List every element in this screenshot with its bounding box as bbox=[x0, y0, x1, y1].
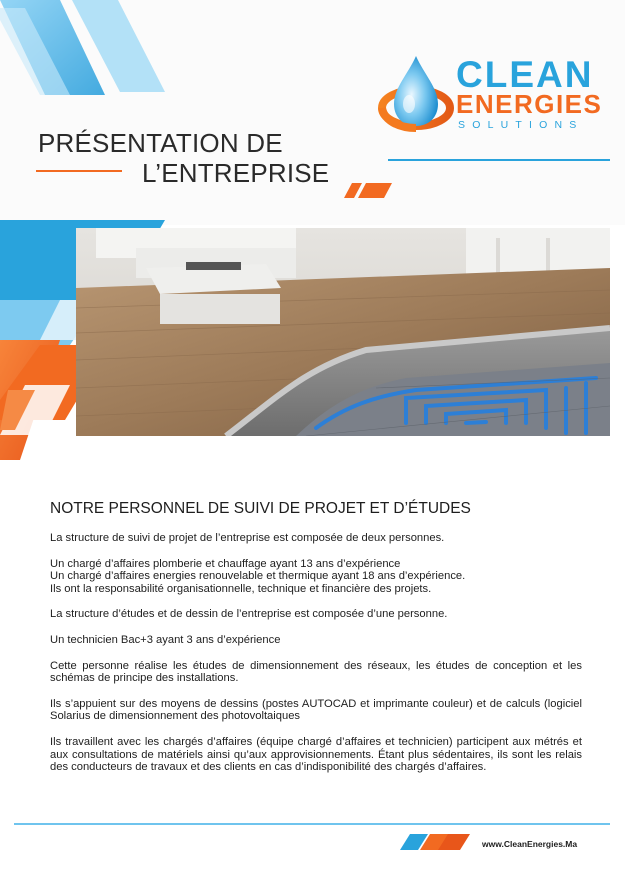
main-content bbox=[50, 500, 582, 787]
paragraph-structure-etudes: La structure d’études et de dessin de l’entreprise est composée d’une personne. bbox=[50, 608, 448, 621]
floor-heating-photo bbox=[76, 228, 610, 436]
page-title bbox=[38, 128, 338, 188]
company-logo bbox=[378, 52, 603, 138]
paragraph-structure-suivi: La structure de suivi de projet de l’entreprise est composée de deux personnes. bbox=[50, 532, 445, 544]
logo-text-energies: ENERGIES bbox=[456, 89, 603, 119]
paragraph-line: Un chargé d’affaires plomberie et chauffage ayant 13 ans d’expérience bbox=[50, 557, 401, 570]
paragraph-travail: Ils travaillent avec les chargés d’affaires (équipe chargé d’affaires et technicien) participent aux métrés et aux consultations de matériels ainsi qu’aux approvisionnements. Étant plus sédentaires, ils sont les relais des conducteurs de travaux et des clients en cas d’indisponibilité des chargés d’affaires. bbox=[50, 735, 582, 774]
paragraph-line: Un chargé d’affaires energies renouvelable et thermique ayant 18 ans d’expérience. bbox=[50, 570, 466, 583]
paragraph-technicien: Un technicien Bac+3 ayant 3 ans d’expérience bbox=[50, 633, 281, 646]
logo-text-solutions: SOLUTIONS bbox=[458, 119, 584, 131]
paragraph-charges-affaires bbox=[50, 558, 582, 596]
paragraph-dimensionnement: Cette personne réalise les études de dimensionnement des réseaux, les études de conception et les schémas de principe des installations. bbox=[50, 659, 582, 685]
logo-text-clean: CLEAN bbox=[456, 54, 594, 95]
page-title-line2: L’ENTREPRISE bbox=[142, 158, 330, 188]
section-title: NOTRE PERSONNEL DE SUIVI DE PROJET ET D’ÉTUDES bbox=[50, 500, 471, 517]
footer-website-link[interactable]: www.CleanEnergies.Ma bbox=[482, 839, 578, 849]
water-drop-icon bbox=[378, 52, 456, 138]
page-title-line1: PRÉSENTATION DE bbox=[38, 128, 283, 158]
paragraph-moyens: Ils s’appuient sur des moyens de dessins (postes AUTOCAD et imprimante couleur) et de calculs (logiciel Solarius de dimensionnement des photovoltaiques bbox=[50, 697, 582, 723]
paragraph-line: Ils ont la responsabilité organisationnelle, technique et financière des projets. bbox=[50, 582, 432, 595]
